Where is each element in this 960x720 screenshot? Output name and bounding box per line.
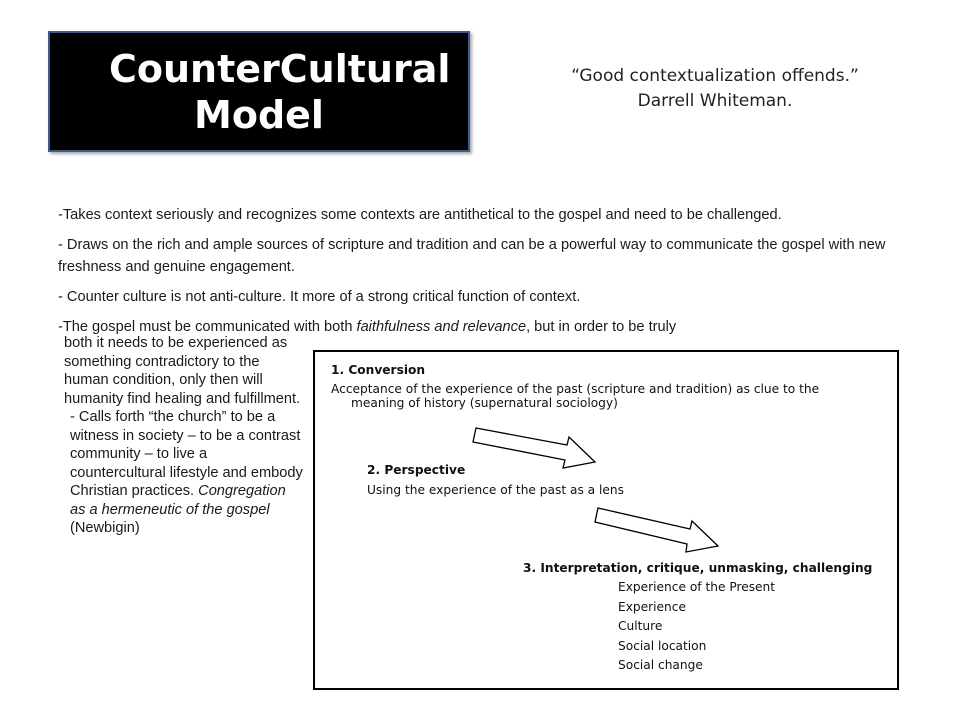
- list-item: Experience: [618, 599, 686, 614]
- list-item: Social location: [618, 638, 707, 653]
- bullet-4-end: , but in order to be truly: [526, 319, 677, 335]
- step-3-heading: 3. Interpretation, critique, unmasking, challenging: [523, 561, 873, 575]
- process-diagram: [313, 350, 899, 690]
- step-2-heading: 2. Perspective: [367, 463, 466, 477]
- quote-author: Darrell Whiteman.: [637, 91, 793, 111]
- step-1-line-1: Acceptance of the experience of the past (scripture and tradition) as clue to the: [331, 382, 820, 396]
- bullet-item: -Takes context seriously and recognizes some contexts are antithetical to the gospel and need to be challenged.: [58, 207, 782, 223]
- list-item: Social change: [618, 658, 703, 672]
- slide-title: [109, 46, 451, 138]
- quote: [520, 64, 910, 114]
- list-item: Culture: [618, 619, 663, 633]
- bullet-list: [58, 204, 913, 346]
- bullet-4-start: -The gospel must be communicated with both: [58, 319, 357, 335]
- step-1-heading: 1. Conversion: [331, 363, 426, 377]
- bullet-item: - Counter culture is not anti-culture. It more of a strong critical function of context.: [58, 289, 581, 305]
- step-3-list: [618, 578, 775, 676]
- bullet-item: - Draws on the rich and ample sources of scripture and tradition and can be a powerful way to communicate the gospel with new freshness and genuine engagement.: [58, 237, 886, 275]
- arrow-right-icon: [592, 500, 722, 560]
- step-1-line-2: meaning of history (supernatural sociology): [351, 396, 618, 410]
- quote-text: “Good contextualization offends.”: [571, 66, 859, 86]
- side-p2-end: (Newbigin): [70, 520, 140, 536]
- step-2-line-1: Using the experience of the past as a lens: [367, 483, 624, 497]
- side-text: [64, 334, 304, 538]
- title-box: [48, 31, 470, 152]
- list-item: Experience of the Present: [618, 580, 776, 594]
- side-paragraph-2: [64, 408, 304, 538]
- side-paragraph-1: both it needs to be experienced as something contradictory to the human condition, only then will humanity find healing and fulfillment.: [64, 335, 301, 407]
- side-p2-start: - Calls forth “the church” to be a witness in society – to be a contrast community – to live a countercultural lifestyle and embody Christian practices.: [70, 409, 303, 499]
- title-line-1: CounterCultural: [109, 46, 451, 91]
- side-p2-italic: Congregation as a hermeneutic of the gospel: [70, 483, 286, 518]
- arrow-right-icon: [470, 418, 600, 478]
- title-line-2: Model: [194, 92, 324, 137]
- bullet-4-italic: faithfulness and relevance: [356, 319, 527, 335]
